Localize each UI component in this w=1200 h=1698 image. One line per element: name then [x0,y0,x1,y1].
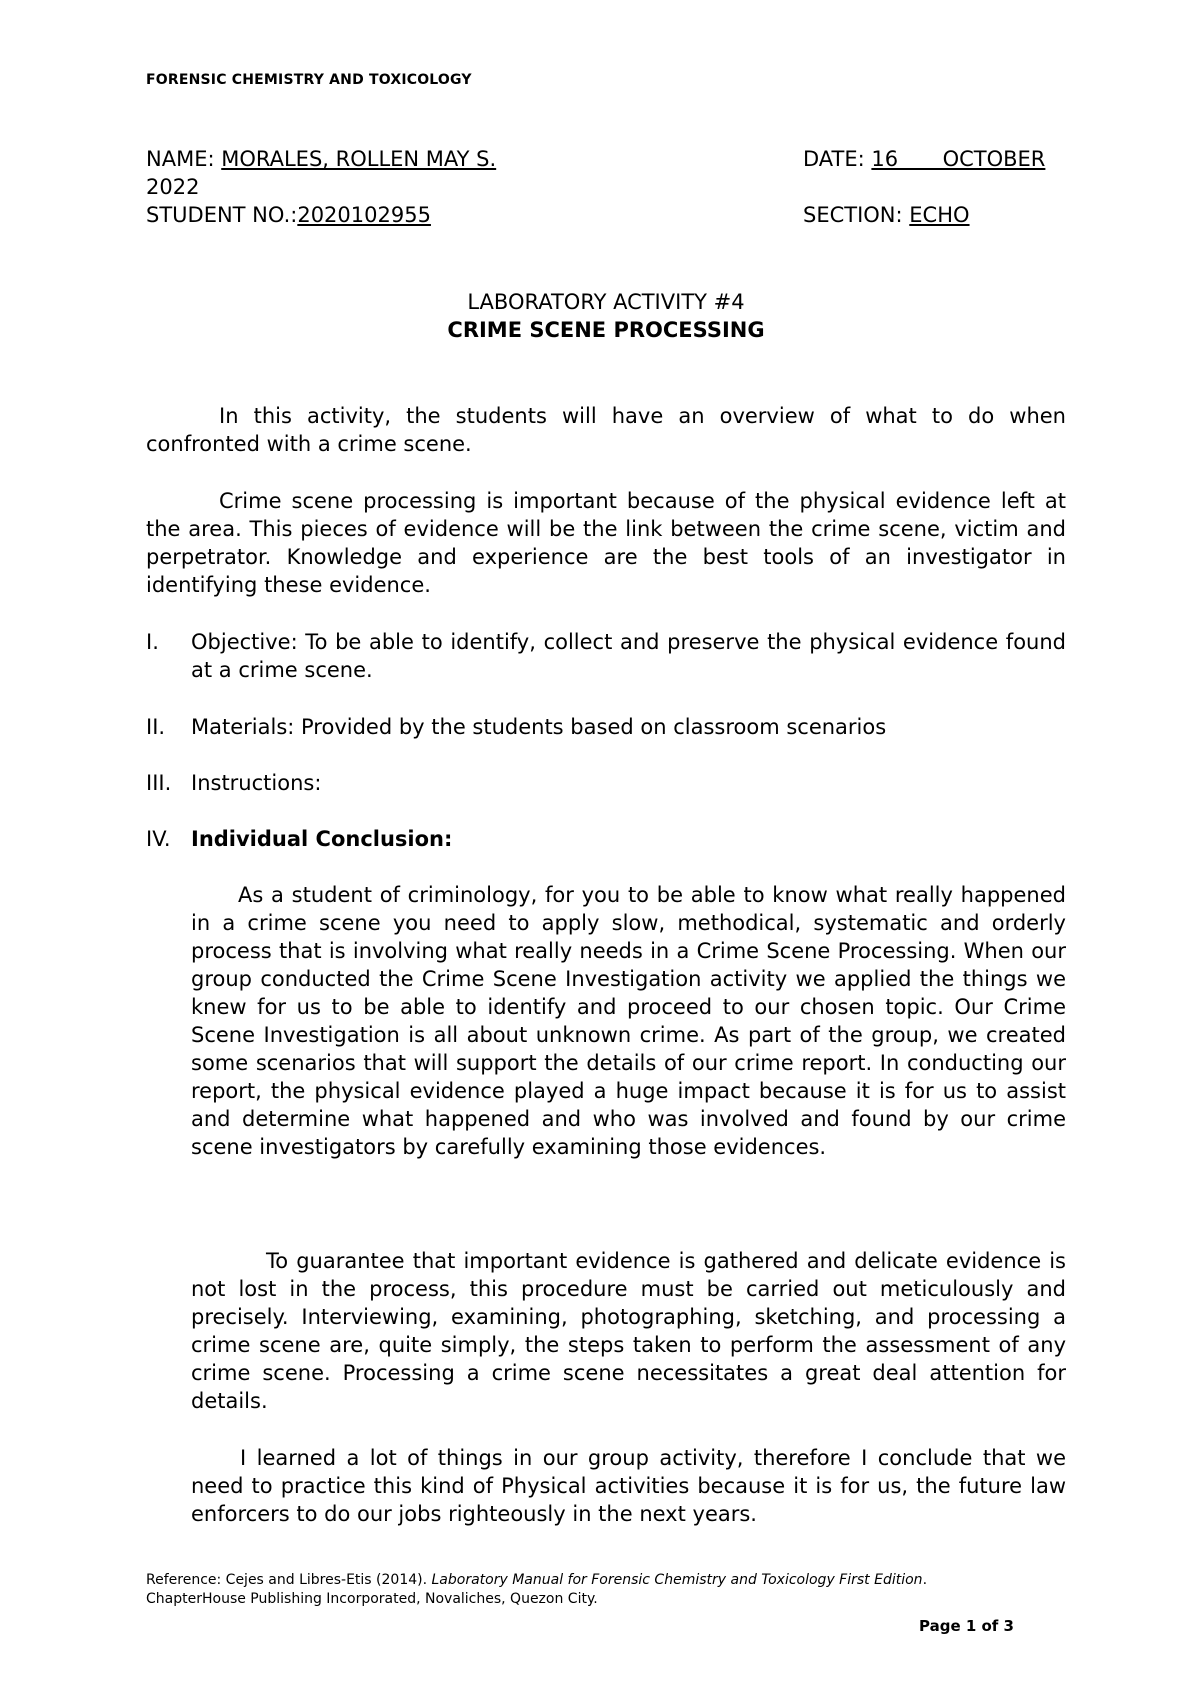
reference-title: Laboratory Manual for Forensic Chemistry and Toxicology First Edition [431,1572,923,1588]
reference-suffix: . [922,1572,928,1588]
student-info-block [146,145,1066,229]
page-number: Page 1 of 3 [919,1617,1014,1635]
section-text: Individual Conclusion: [191,827,453,851]
intro-paragraph-1: In this activity, the students will have an overview of what to do when confronted with a crime scene. [146,404,1066,456]
student-section-row [146,201,1066,229]
reference-prefix: Reference: Cejes and Libres-Etis (2014). [146,1572,432,1588]
section-number: IV. [146,827,171,851]
section-number: I. [146,630,159,654]
reference-line-1 [146,1571,1106,1590]
section-text: Objective: To be able to identify, collect and preserve the physical evidence found at a crime scene. [191,630,1066,682]
intro-paragraph-2: Crime scene processing is important because of the physical evidence left at the area. This pieces of evidence will be the link between the crime scene, victim and perpetrator. Knowledge and experience are the best tools of an investigator in identifying these evidence. [146,489,1066,597]
date-year-row [146,173,1066,201]
conclusion-paragraph-3: I learned a lot of things in our group activity, therefore I conclude that we need to practice this kind of Physical activities because it is for us, the future law enforcers to do our jobs righteously in the next years. [191,1446,1066,1526]
reference-publisher: ChapterHouse Publishing Incorporated, Novaliches, Quezon City. [146,1591,598,1607]
date-value: 16 OCTOBER [871,147,1046,171]
running-header: FORENSIC CHEMISTRY AND TOXICOLOGY [146,72,472,88]
date-year: 2022 [146,175,200,199]
section-text: Instructions: [191,771,322,795]
section-number: III. [146,771,172,795]
section-field [803,201,970,229]
footer-reference [146,1571,1106,1609]
section-text: Materials: Provided by the students based on classroom scenarios [191,715,887,739]
name-date-row [146,145,1066,173]
section-value: ECHO [909,203,970,227]
name-field [146,145,496,173]
student-no-field [146,201,467,229]
section-number: II. [146,715,166,739]
student-no-value: 2020102955 [297,203,431,227]
conclusion-paragraph-1: As a student of criminology, for you to be able to know what really happened in a crime scene you need to apply slow, methodical, systematic and orderly process that is involving what really needs in a Crime Scene Processing. When our group conducted the Crime Scene Investigation activity we applied the things we knew for us to be able to identify and proceed to our chosen topic. Our Crime Scene Investigation is all about unknown crime. As part of the group, we created some scenarios that will support the details of our crime report. In conducting our report, the physical evidence played a huge impact because it is for us to assist and determine what happened and who was involved and found by our crime scene investigators by carefully examining those evidences. [191,883,1066,1159]
section-label: SECTION: [803,203,910,227]
date-field [803,145,1045,173]
name-value: MORALES, ROLLEN MAY S. [221,147,497,171]
date-label: DATE: [803,147,872,171]
title-block [146,288,1066,344]
student-no-label: STUDENT NO.: [146,203,298,227]
conclusion-paragraph-2: To guarantee that important evidence is gathered and delicate evidence is not lost in the process, this procedure must be carried out meticulously and precisely. Interviewing, examining, photographing, sketching, and processing a crime scene are, quite simply, the steps taken to perform the assessment of any crime scene. Processing a crime scene necessitates a great deal attention for details. [191,1249,1066,1413]
activity-subtitle: CRIME SCENE PROCESSING [447,318,765,342]
name-label: NAME: [146,147,222,171]
activity-title: LABORATORY ACTIVITY #4 [467,290,745,314]
